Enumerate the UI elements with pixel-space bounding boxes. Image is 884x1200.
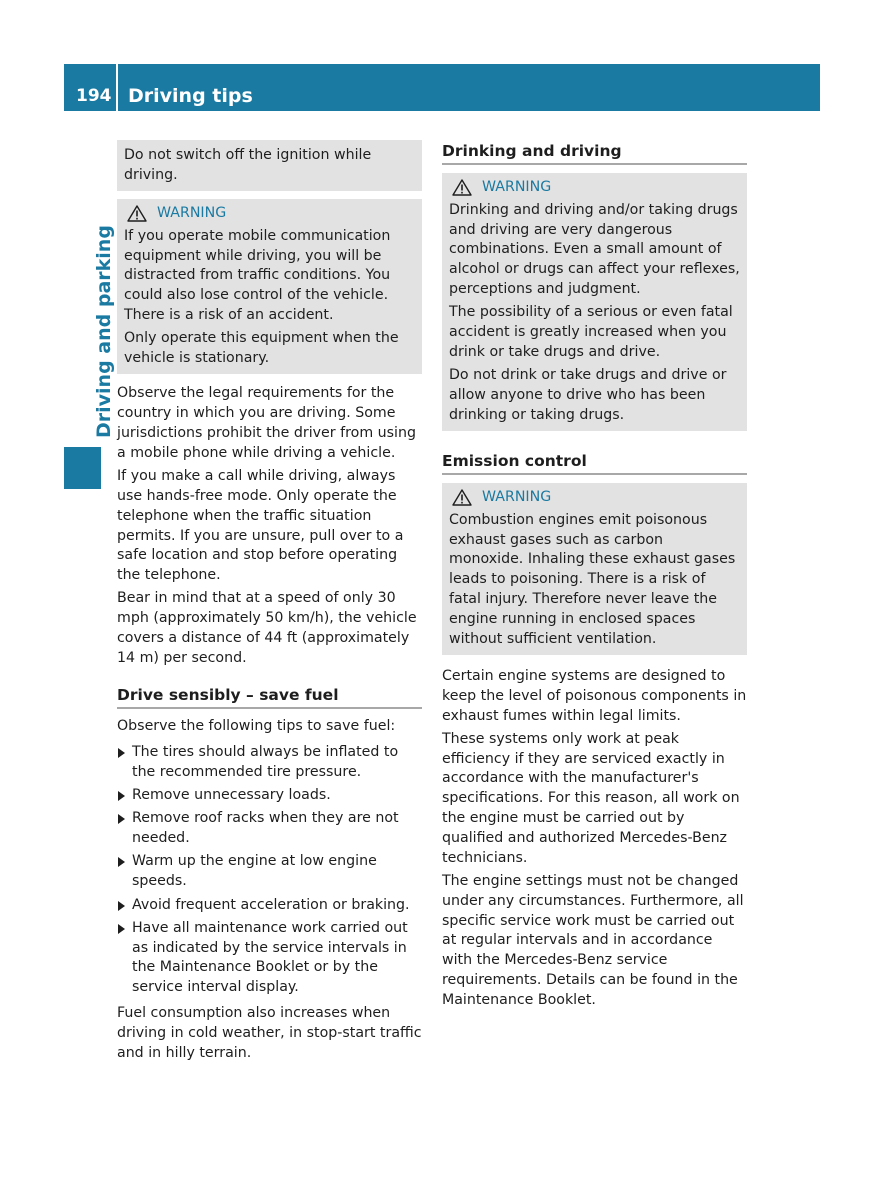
- ignition-note-text: Do not switch off the ignition while driving.: [124, 147, 372, 183]
- fuel-heading: Drive sensibly – save fuel: [117, 685, 422, 709]
- drinking-warning-text-1: Drinking and driving and/or taking drugs and driving are very dangerous combinations. Even a small amount of alcohol or drugs can affect your reflexes, perceptions and judgment.: [449, 201, 740, 297]
- emission-warning-text: Combustion engines emit poisonous exhaust gases such as carbon monoxide. Inhaling these exhaust gases leads to poisoning. There is a risk of fatal injury. Therefore never leave the engine running in enclosed spaces without sufficient ventilation.: [449, 511, 736, 647]
- list-item: Avoid frequent acceleration or braking.: [117, 896, 422, 916]
- fuel-intro: Observe the following tips to save fuel:: [117, 718, 396, 735]
- drinking-warning-box: [442, 173, 747, 431]
- side-tab-marker: [64, 447, 101, 489]
- triangle-bullet-icon: [118, 791, 125, 801]
- warning-header: [124, 204, 415, 224]
- drinking-warning-text-2: The possibility of a serious or even fatal accident is greatly increased when you drink or take drugs and drive.: [449, 304, 733, 360]
- warning-label: WARNING: [482, 489, 552, 506]
- triangle-bullet-icon: [118, 857, 125, 867]
- warning-label: WARNING: [157, 205, 227, 222]
- warning-label: WARNING: [482, 179, 552, 195]
- emission-paragraph-1: Certain engine systems are designed to keep the level of poisonous components in exhaust fumes within legal limits.: [442, 667, 747, 724]
- mobile-warning-box: [117, 199, 422, 374]
- hands-free-paragraph: If you make a call while driving, always use hands-free mode. Only operate the telephone when the traffic situation permits. If you are unsure, pull over to a safe location and stop before operating the telephone.: [117, 468, 404, 584]
- fuel-tips-list: [117, 743, 422, 998]
- mobile-warning-text-1: If you operate mobile communication equipment while driving, you will be distracted from traffic conditions. You could also lose control of the vehicle. There is a risk of an accident.: [124, 227, 391, 324]
- list-item: Remove roof racks when they are not needed.: [117, 809, 422, 849]
- fuel-outro: Fuel consumption also increases when driving in cold weather, in stop-start traffic and in hilly terrain.: [117, 1004, 422, 1061]
- emission-heading: Emission control: [442, 451, 747, 475]
- drinking-heading: Drinking and driving: [442, 141, 747, 165]
- list-item: Warm up the engine at low engine speeds.: [117, 852, 422, 892]
- triangle-bullet-icon: [118, 924, 125, 934]
- warning-header: [449, 488, 740, 508]
- emission-paragraph-3: The engine settings must not be changed under any circumstances. Furthermore, all specific service work must be carried out at regular intervals and in accordance with the Mercedes-Benz service requirements. Details can be found in the Maintenance Booklet.: [442, 872, 744, 1008]
- emission-warning-box: [442, 483, 747, 655]
- list-item: Have all maintenance work carried out as indicated by the service intervals in the Maintenance Booklet or by the service interval display.: [117, 919, 422, 998]
- triangle-bullet-icon: [118, 748, 125, 758]
- mobile-warning-text-2: Only operate this equipment when the vehicle is stationary.: [124, 330, 399, 367]
- page-title: Driving tips: [128, 85, 253, 107]
- list-item: The tires should always be inflated to the recommended tire pressure.: [117, 743, 422, 783]
- warning-triangle-icon: [127, 205, 147, 222]
- left-column: [117, 140, 422, 1067]
- warning-header: [449, 178, 740, 198]
- header-divider: [116, 64, 118, 111]
- triangle-bullet-icon: [118, 814, 125, 824]
- list-item: Remove unnecessary loads.: [117, 786, 422, 806]
- right-column: [442, 141, 747, 1014]
- triangle-bullet-icon: [118, 901, 125, 911]
- warning-triangle-icon: [452, 179, 472, 196]
- speed-distance-paragraph: Bear in mind that at a speed of only 30 mph (approximately 50 km/h), the vehicle covers a distance of 44 ft (approximately 14 m) per second.: [117, 590, 417, 666]
- legal-requirements-paragraph: Observe the legal requirements for the country in which you are driving. Some jurisdictions prohibit the driver from using a mobile phone while driving a vehicle.: [117, 385, 416, 461]
- emission-paragraph-2: These systems only work at peak efficiency if they are serviced exactly in accordance with the manufacturer's specifications. For this reason, all work on the engine must be carried out by qualified and authorized Mercedes-Benz technicians.: [442, 730, 740, 866]
- side-section-label: Driving and parking: [93, 225, 115, 438]
- warning-triangle-icon: [452, 489, 472, 506]
- ignition-note: [117, 140, 422, 191]
- drinking-warning-text-3: Do not drink or take drugs and drive or allow anyone to drive who has been drinking or taking drugs.: [449, 367, 727, 423]
- page-number: 194: [76, 86, 112, 106]
